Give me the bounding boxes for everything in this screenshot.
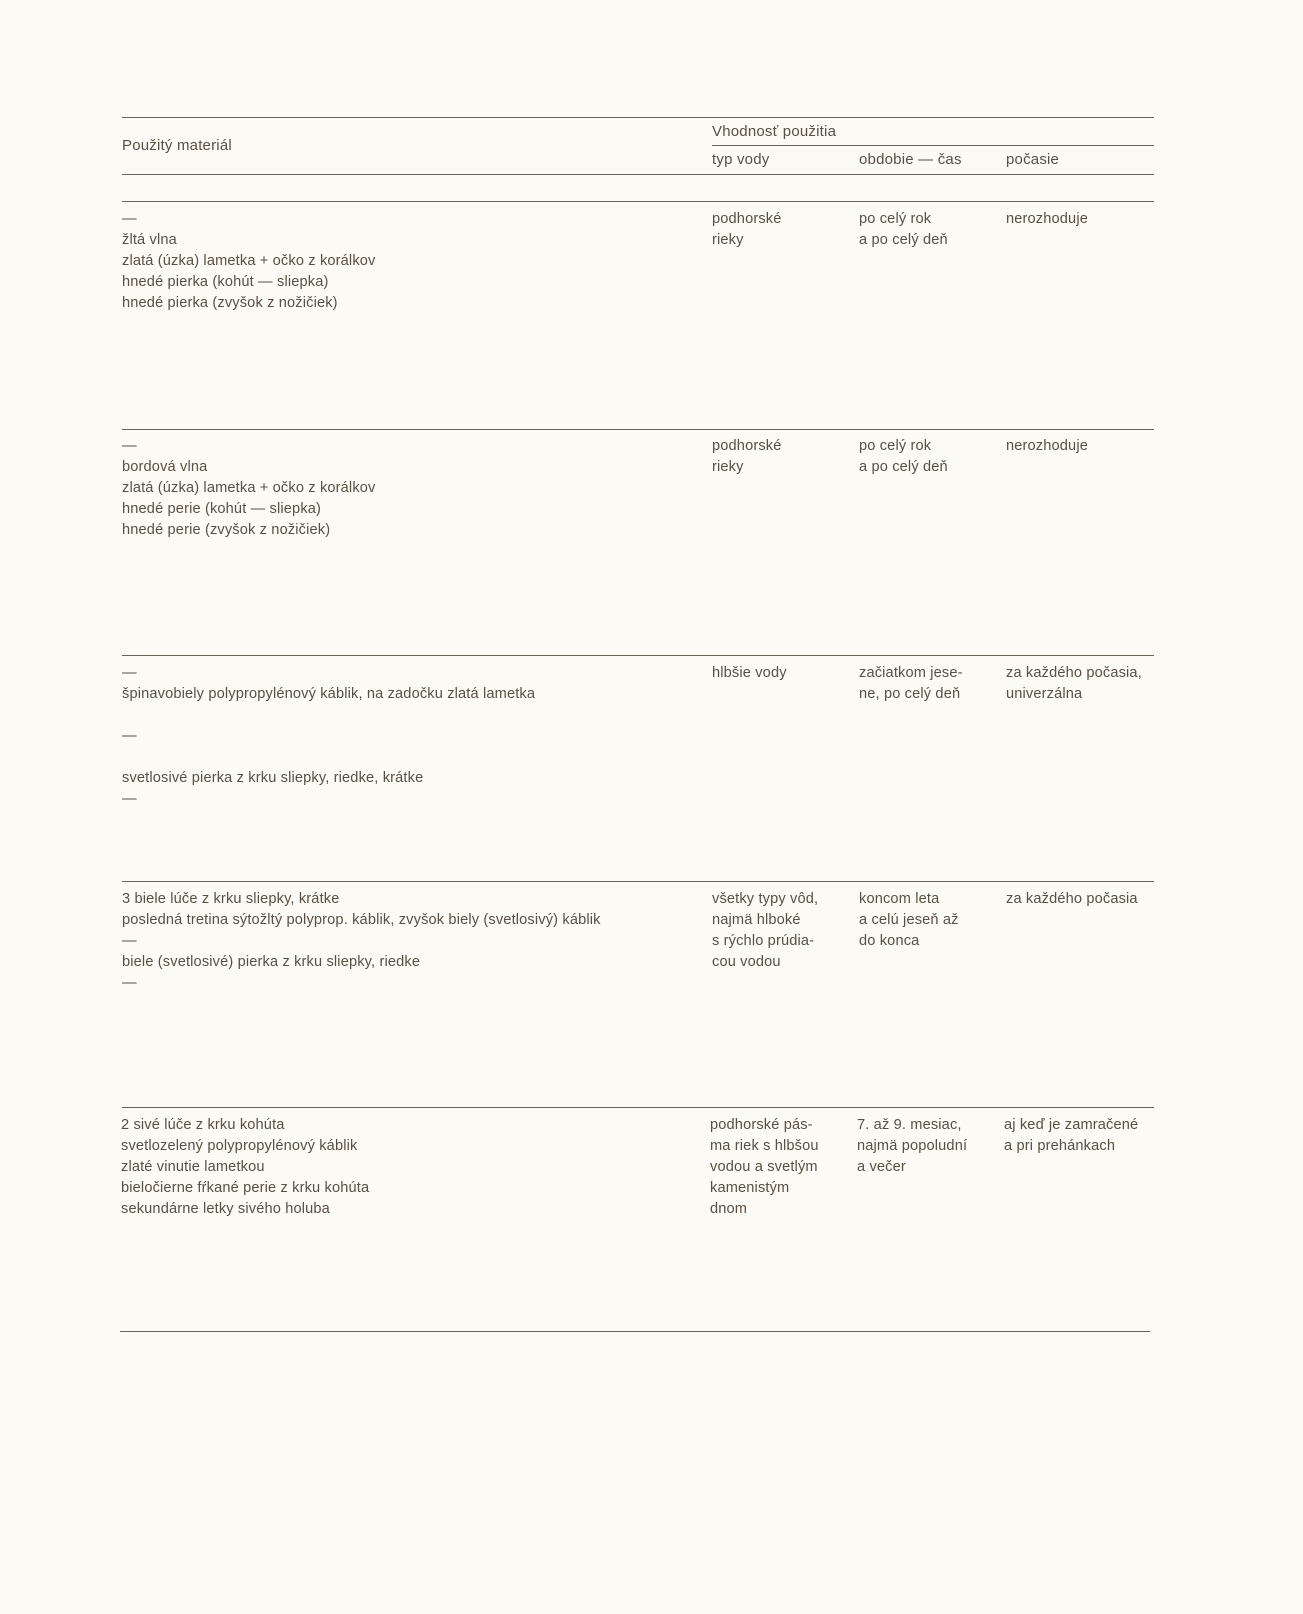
time-line: do konca xyxy=(859,933,920,949)
material-line: biele (svetlosivé) pierka z krku sliepky, riedke xyxy=(122,954,421,970)
row-5-season-time xyxy=(857,1115,967,1178)
material-line: zlatá (úzka) lametka + očko z korálkov xyxy=(122,480,376,496)
row-2-weather xyxy=(1006,436,1088,457)
water-line: všetky typy vôd, xyxy=(712,891,819,907)
material-line: svetlozelený polypropylénový káblik xyxy=(121,1138,358,1154)
row-1-weather xyxy=(1006,209,1088,230)
water-line: cou vodou xyxy=(712,954,781,970)
material-line: hnedé pierka (zvyšok z nožičiek) xyxy=(122,295,338,311)
time-line: ne, po celý deň xyxy=(859,686,961,702)
water-line: podhorské xyxy=(712,211,782,227)
material-line: hnedé perie (kohút — sliepka) xyxy=(122,501,322,517)
material-line: 2 sivé lúče z krku kohúta xyxy=(121,1117,285,1133)
table-bottom-rule xyxy=(120,1331,1150,1332)
row-5-weather xyxy=(1004,1115,1138,1157)
row-4-water-type xyxy=(712,889,818,973)
material-line: bordová vlna xyxy=(122,459,208,475)
time-line: koncom leta xyxy=(859,891,940,907)
material-line: sekundárne letky sivého holuba xyxy=(121,1201,330,1217)
time-line: 7. až 9. mesiac, xyxy=(857,1117,962,1133)
weather-line: univerzálna xyxy=(1006,686,1083,702)
water-line: dnom xyxy=(710,1201,748,1217)
weather-line: za každého počasia, xyxy=(1006,665,1142,681)
row-3-weather xyxy=(1006,663,1142,705)
material-line: bieločierne fŕkané perie z krku kohúta xyxy=(121,1180,370,1196)
body-top-rule xyxy=(122,201,1154,202)
time-line: najmä popoludní xyxy=(857,1138,968,1154)
row-2-material xyxy=(122,436,376,541)
row-separator xyxy=(122,1107,1154,1108)
row-separator xyxy=(122,429,1154,430)
material-line: žltá vlna xyxy=(122,232,177,248)
row-3-water-type xyxy=(712,663,787,684)
weather-line: nerozhoduje xyxy=(1006,438,1088,454)
header-material: Použitý materiál xyxy=(122,137,232,154)
row-4-season-time xyxy=(859,889,959,952)
material-line: hnedé perie (zvyšok z nožičiek) xyxy=(122,522,331,538)
row-1-water-type xyxy=(712,209,782,251)
row-5-water-type xyxy=(710,1115,819,1220)
header-bottom-rule xyxy=(122,174,1154,175)
header-season-time: obdobie — čas xyxy=(859,151,962,168)
suitability-sub-rule xyxy=(712,145,1154,146)
material-line xyxy=(122,747,535,768)
material-line: hnedé pierka (kohút — sliepka) xyxy=(122,274,329,290)
material-line: — xyxy=(122,933,137,949)
row-3-season-time xyxy=(859,663,963,705)
material-line: svetlosivé pierka z krku sliepky, riedke, krátke xyxy=(122,770,424,786)
time-line: po celý rok xyxy=(859,438,932,454)
row-2-water-type xyxy=(712,436,782,478)
time-line: po celý rok xyxy=(859,211,932,227)
material-line: posledná tretina sýtožltý polyprop. káblik, zvyšok biely (svetlosivý) káblik xyxy=(122,912,601,928)
water-line: vodou a svetlým xyxy=(710,1159,818,1175)
time-line: a po celý deň xyxy=(859,232,948,248)
time-line: a po celý deň xyxy=(859,459,948,475)
row-2-season-time xyxy=(859,436,948,478)
material-line: 3 biele lúče z krku sliepky, krátke xyxy=(122,891,340,907)
row-4-weather xyxy=(1006,889,1138,910)
header-suitability: Vhodnosť použitia xyxy=(712,123,837,140)
row-separator xyxy=(122,655,1154,656)
row-1-season-time xyxy=(859,209,948,251)
water-line: ma riek s hlbšou xyxy=(710,1138,819,1154)
weather-line: nerozhoduje xyxy=(1006,211,1088,227)
weather-line: a pri prehánkach xyxy=(1004,1138,1116,1154)
material-line: — xyxy=(122,665,137,681)
table-top-rule xyxy=(122,117,1154,118)
water-line: s rýchlo prúdia- xyxy=(712,933,815,949)
water-line: najmä hlboké xyxy=(712,912,801,928)
material-line: zlatá (úzka) lametka + očko z korálkov xyxy=(122,253,376,269)
material-line: — xyxy=(122,211,137,227)
row-4-material xyxy=(122,889,601,994)
water-line: rieky xyxy=(712,232,744,248)
weather-line: aj keď je zamračené xyxy=(1004,1117,1139,1133)
time-line: a večer xyxy=(857,1159,906,1175)
material-line: — xyxy=(122,791,137,807)
water-line: kamenistým xyxy=(710,1180,790,1196)
water-line: podhorské xyxy=(712,438,782,454)
material-line xyxy=(122,705,535,726)
time-line: začiatkom jese- xyxy=(859,665,963,681)
header-water-type: typ vody xyxy=(712,151,770,168)
water-line: rieky xyxy=(712,459,744,475)
water-line: podhorské pás- xyxy=(710,1117,813,1133)
header-weather: počasie xyxy=(1006,151,1060,168)
water-line: hlbšie vody xyxy=(712,665,787,681)
material-line: — xyxy=(122,975,137,991)
time-line: a celú jeseň až xyxy=(859,912,959,928)
material-line: — xyxy=(122,438,137,454)
row-1-material xyxy=(122,209,376,314)
row-3-material xyxy=(122,663,535,810)
material-line: špinavobiely polypropylénový káblik, na zadočku zlatá lametka xyxy=(122,686,536,702)
weather-line: za každého počasia xyxy=(1006,891,1138,907)
material-line: zlaté vinutie lametkou xyxy=(121,1159,265,1175)
row-separator xyxy=(122,881,1154,882)
material-line: — xyxy=(122,728,137,744)
row-5-material xyxy=(121,1115,369,1220)
